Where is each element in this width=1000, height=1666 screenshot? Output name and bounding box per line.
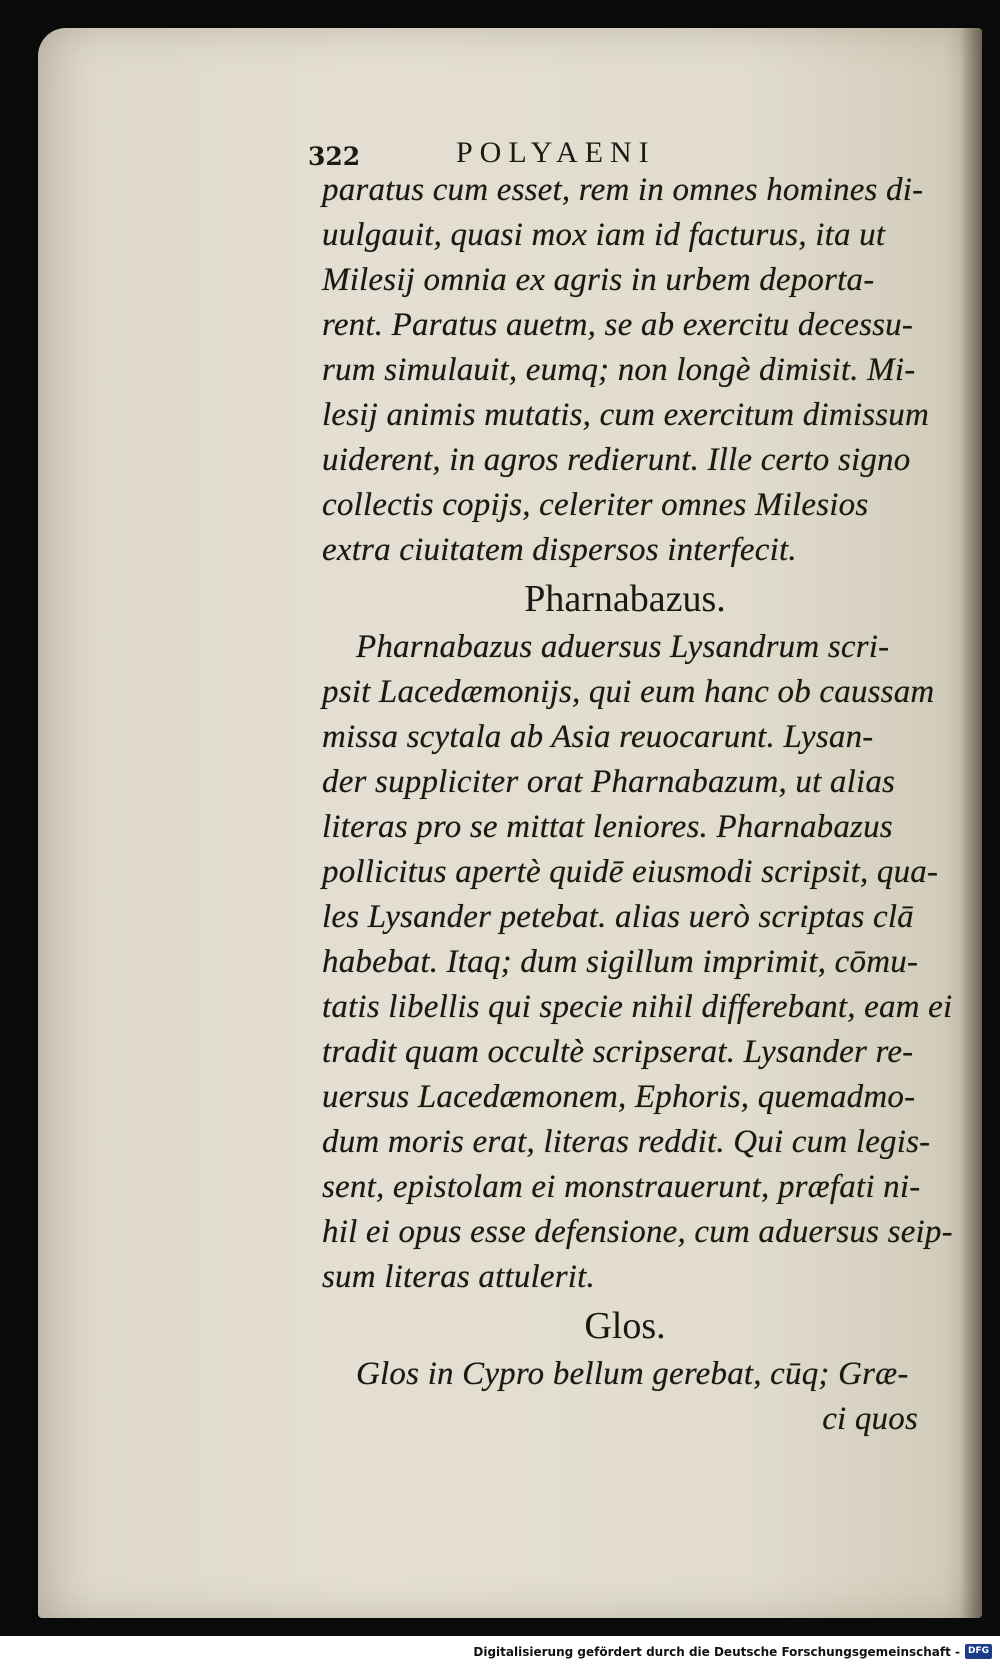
dfg-logo: DFG — [965, 1644, 992, 1659]
text-line: paratus cum esset, rem in omnes homines di- — [322, 172, 924, 208]
text-line: tatis libellis qui specie nihil differebant, eam ei — [322, 989, 953, 1025]
text-line: hil ei opus esse defensione, cum aduersus seip- — [322, 1214, 953, 1250]
text-line: dum moris erat, literas reddit. Qui cum legis- — [322, 1124, 931, 1160]
section-heading-glos: Glos. — [584, 1305, 666, 1347]
text-line: rum simulauit, eumq; non longè dimisit. Mi- — [322, 352, 916, 388]
text-line: collectis copijs, celeriter omnes Milesios — [322, 487, 869, 523]
text-line: Milesij omnia ex agris in urbem deporta- — [322, 262, 875, 298]
page-number: 322 — [308, 142, 361, 171]
text-line: sent, epistolam ei monstrauerunt, præfati ni- — [322, 1169, 921, 1205]
text-line: rent. Paratus auetm, se ab exercitu decessu- — [322, 307, 914, 343]
catchword: ci quos — [822, 1401, 918, 1437]
text-line: missa scytala ab Asia reuocarunt. Lysan- — [322, 719, 874, 755]
text-line: psit Lacedæmonijs, qui eum hanc ob caussam — [322, 674, 935, 710]
text-line: literas pro se mittat leniores. Pharnabazus — [322, 809, 893, 845]
text-line: pollicitus apertè quidē eiusmodi scripsit, qua- — [322, 854, 939, 890]
text-block — [322, 168, 953, 1442]
funding-credit: Digitalisierung gefördert durch die Deutsche Forschungsgemeinschaft - — [473, 1645, 960, 1659]
text-line: tradit quam occultè scripserat. Lysander re- — [322, 1034, 914, 1070]
footer-bar — [0, 1636, 1000, 1666]
text-line: les Lysander petebat. alias uerò scriptas clā — [322, 899, 914, 935]
text-line: Glos in Cypro bellum gerebat, cūq; Græ- — [356, 1356, 909, 1392]
page-binding-shadow — [960, 28, 982, 1618]
text-line: Pharnabazus aduersus Lysandrum scri- — [356, 629, 890, 665]
text-line: uulgauit, quasi mox iam id facturus, ita ut — [322, 217, 886, 253]
text-line: der suppliciter orat Pharnabazum, ut alias — [322, 764, 896, 800]
text-line: extra ciuitatem dispersos interfecit. — [322, 532, 797, 568]
text-line: lesij animis mutatis, cum exercitum dimissum — [322, 397, 930, 433]
text-line: uiderent, in agros redierunt. Ille certo signo — [322, 442, 911, 478]
text-line: sum literas attulerit. — [322, 1259, 595, 1295]
text-line: uersus Lacedæmonem, Ephoris, quemadmo- — [322, 1079, 916, 1115]
running-head — [300, 108, 860, 171]
section-heading-pharnabazus: Pharnabazus. — [524, 578, 726, 620]
running-title: POLYAENI — [456, 136, 656, 169]
text-line: habebat. Itaq; dum sigillum imprimit, cōmu- — [322, 944, 919, 980]
